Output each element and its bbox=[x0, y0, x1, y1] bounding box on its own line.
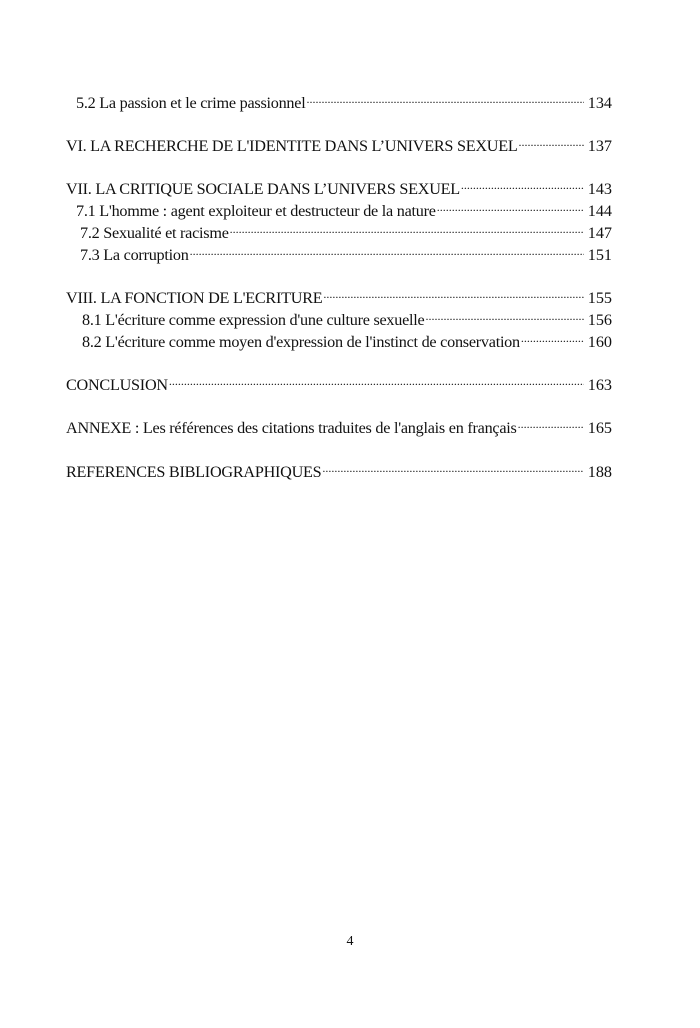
toc-entry-7-2[interactable] bbox=[66, 216, 612, 242]
dot-leader bbox=[169, 368, 584, 390]
dot-leader bbox=[518, 411, 584, 433]
toc-entry-8-1[interactable] bbox=[66, 303, 612, 329]
toc-entry-title: 8.1 L'écriture comme expression d'une culture sexuelle bbox=[82, 311, 425, 329]
dot-leader bbox=[437, 194, 584, 216]
dot-leader bbox=[425, 303, 583, 325]
toc-entry-page: 165 bbox=[587, 419, 612, 437]
toc-entry-page: 156 bbox=[587, 311, 612, 329]
dot-leader bbox=[521, 325, 584, 347]
toc-entry-title: 8.2 L'écriture comme moyen d'expression de l'instinct de conservation bbox=[82, 333, 520, 351]
toc-entry-page: 163 bbox=[587, 376, 612, 394]
dot-leader bbox=[230, 216, 584, 238]
toc-entry-8-2[interactable] bbox=[66, 325, 612, 351]
dot-leader bbox=[519, 129, 584, 151]
toc-entry-title: CONCLUSION bbox=[66, 376, 168, 394]
dot-leader bbox=[322, 455, 583, 477]
toc-entry-title: VII. LA CRITIQUE SOCIALE DANS L’UNIVERS SEXUEL bbox=[66, 180, 460, 198]
toc-entry-annexe[interactable] bbox=[66, 411, 612, 437]
toc-entry-page: 144 bbox=[587, 202, 612, 220]
toc-entry-title: VIII. LA FONCTION DE L'ECRITURE bbox=[66, 289, 323, 307]
page-number: 4 bbox=[346, 934, 354, 949]
toc-entry-title: VI. LA RECHERCHE DE L'IDENTITE DANS L’UNIVERS SEXUEL bbox=[66, 137, 518, 155]
toc-entry-references[interactable] bbox=[66, 455, 612, 481]
toc-entry-page: 151 bbox=[587, 246, 612, 264]
toc-entry-5-2[interactable] bbox=[66, 86, 612, 112]
toc-entry-title: ANNEXE : Les références des citations traduites de l'anglais en français bbox=[66, 419, 517, 437]
toc-entry-conclusion[interactable] bbox=[66, 368, 612, 394]
toc-entry-title: 7.3 La corruption bbox=[80, 246, 189, 264]
toc-entry-chapter-8[interactable] bbox=[66, 281, 612, 307]
toc-entry-page: 134 bbox=[587, 94, 612, 112]
toc-entry-page: 143 bbox=[587, 180, 612, 198]
toc-entry-page: 155 bbox=[587, 289, 612, 307]
dot-leader bbox=[306, 86, 583, 108]
toc-entry-title: 7.2 Sexualité et racisme bbox=[80, 224, 229, 242]
toc-entry-title: 5.2 La passion et le crime passionnel bbox=[76, 94, 306, 112]
toc-entry-page: 188 bbox=[587, 463, 612, 481]
toc-entry-chapter-6[interactable] bbox=[66, 129, 612, 155]
toc-entry-chapter-7[interactable] bbox=[66, 172, 612, 198]
toc-entry-7-1[interactable] bbox=[66, 194, 612, 220]
toc-entry-page: 137 bbox=[587, 137, 612, 155]
toc-entry-title: REFERENCES BIBLIOGRAPHIQUES bbox=[66, 463, 322, 481]
dot-leader bbox=[461, 172, 584, 194]
toc-entry-page: 147 bbox=[587, 224, 612, 242]
toc-entry-page: 160 bbox=[587, 333, 612, 351]
toc-entry-title: 7.1 L'homme : agent exploiteur et destructeur de la nature bbox=[76, 202, 436, 220]
dot-leader bbox=[323, 281, 583, 303]
dot-leader bbox=[190, 238, 584, 260]
toc-entry-7-3[interactable] bbox=[66, 238, 612, 264]
